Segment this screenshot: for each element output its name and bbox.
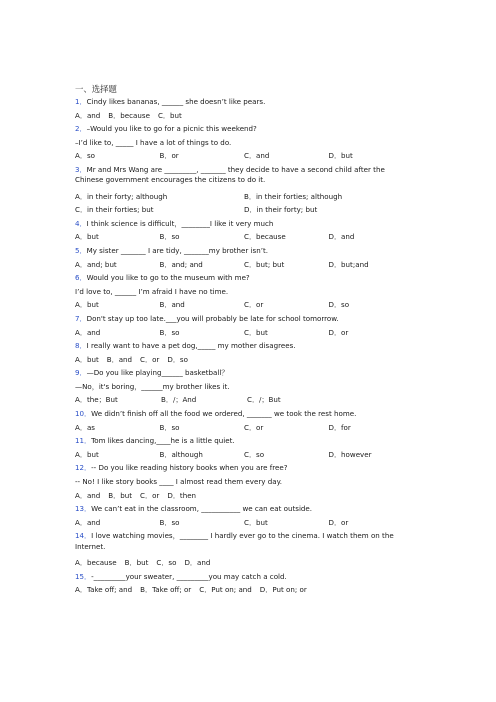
question-15 [75,572,413,599]
question-13 [75,504,413,531]
answer-option[interactable]: D．and [184,558,211,567]
question-7 [75,314,413,341]
answer-option[interactable]: A．and [75,490,101,500]
question-dialogue-line: —No，it's boring，______my brother likes it. [75,381,230,391]
answer-option[interactable]: B．so [159,517,180,527]
section-title: 一、选择题 [75,84,117,94]
answer-option[interactable]: C．but; but [244,259,285,269]
answer-option[interactable]: B．so [159,327,180,337]
answer-option[interactable]: A．because [75,558,117,567]
answer-option[interactable]: D．and [328,232,355,242]
answer-option[interactable]: D．for [328,422,351,432]
options-row [75,558,413,572]
answer-option[interactable]: A．and [75,517,101,527]
answer-option[interactable]: A．but [75,449,99,459]
question-stem [75,436,413,450]
answer-option[interactable]: B．Take off; or [140,585,192,595]
options-row [75,232,413,246]
question-text: Would you like to go to the museum with me? [86,273,250,283]
answer-option[interactable]: C．and [244,151,270,161]
question-number: 9． [75,368,87,378]
question-1 [75,97,413,124]
answer-option[interactable]: C．or [244,422,264,432]
question-stem [75,463,413,477]
answer-option[interactable]: A．but [75,300,99,310]
question-stem [75,504,413,518]
question-2 [75,124,413,165]
answer-option[interactable]: B．so [159,232,180,242]
question-stem [75,165,413,192]
answer-option[interactable]: C．but [157,110,182,120]
options-row [75,491,413,505]
answer-option[interactable]: D．then [167,490,197,500]
options-row [75,518,413,532]
question-number: 13． [75,504,92,514]
question-stem [75,531,413,558]
question-number: 11． [75,436,92,446]
options-row [75,111,413,125]
answer-option[interactable]: C．but [244,517,268,527]
question-number: 3． [75,164,87,174]
question-9 [75,368,413,409]
questions-container [75,97,413,599]
question-stem [75,97,413,111]
answer-option[interactable]: A．and; but [75,259,117,269]
options-row [75,260,413,274]
question-text: I really want to have a pet dog,_____ my mother disagrees. [86,341,296,351]
question-5 [75,246,413,273]
options-row [75,450,413,464]
options-row [75,205,413,219]
question-4 [75,219,413,246]
answer-option[interactable]: B．and; and [159,259,203,269]
answer-option[interactable]: C．so [156,558,177,567]
answer-option[interactable]: B．but [124,558,149,567]
question-stem [75,124,413,138]
answer-option[interactable]: D．but;and [328,259,369,269]
question-dialogue-line: I’d love to, ______ I’m afraid I have no time. [75,286,229,296]
answer-option[interactable]: B．or [159,151,179,161]
question-stem [75,246,413,260]
question-8 [75,341,413,368]
question-text: Mr and Mrs Wang are _________, _______ they decide to have a second child after the Chinese government encourages the citizens to do it. [75,164,385,185]
question-text: We can’t eat in the classroom, ___________ we can eat outside. [91,504,313,514]
question-12 [75,463,413,504]
answer-option[interactable]: B．although [159,449,203,459]
question-11 [75,436,413,463]
answer-option[interactable]: A．but [75,354,99,364]
question-stem [75,341,413,355]
question-text: -- Do you like reading history books when you are free? [91,463,288,473]
answer-option[interactable]: A．and [75,327,101,337]
answer-option[interactable]: B．because [108,110,150,120]
answer-option[interactable]: A．and [75,110,101,120]
question-number: 1． [75,97,87,106]
question-number: 14． [75,531,92,541]
question-stem [75,572,413,586]
question-text: –Would you like to go for a picnic this weekend? [86,124,257,134]
question-14 [75,531,413,571]
question-list [75,84,413,599]
question-stem [75,314,413,328]
options-row [75,328,413,342]
answer-option[interactable]: A．but [75,232,99,242]
question-text: I love watching movies，________ I hardly ever go to the cinema. I watch them on the Internet. [75,531,394,551]
answer-option[interactable]: C．or [140,354,160,364]
question-text: -_________your sweater, _________you may catch a cold. [91,571,287,581]
answer-option[interactable]: C．or [244,300,264,310]
answer-option[interactable]: D．or [328,327,349,337]
answer-option[interactable]: D．so [328,300,350,310]
answer-option[interactable]: C．/；But [247,395,281,405]
question-10 [75,409,413,436]
answer-option[interactable]: B．so [159,422,180,432]
answer-option[interactable]: C．or [140,490,160,500]
answer-option[interactable]: C．Put on; and [199,585,252,595]
answer-option[interactable]: B．in their forties; although [244,191,343,201]
question-stem [75,368,413,382]
answer-option[interactable]: A．in their forty; although [75,191,168,201]
options-row [75,192,413,206]
options-row [75,423,413,437]
question-stem [75,273,413,287]
answer-option[interactable]: A．Take off; and [75,585,133,595]
question-6 [75,273,413,314]
question-text: Don't stay up too late.___you will probably be late for school tomorrow. [86,313,339,323]
answer-option[interactable]: A．the；But [75,395,118,405]
answer-option[interactable]: D．in their forty; but [244,205,318,215]
options-row [75,151,413,165]
options-row [75,395,413,409]
answer-option[interactable]: B．/；And [161,395,197,405]
answer-option[interactable]: B．and [106,354,133,364]
answer-option[interactable]: C．in their forties; but [75,205,154,215]
question-text: My sister _______ I are tidy, _______my brother isn’t. [86,245,269,255]
answer-option[interactable]: C．so [244,449,265,459]
question-text: Tom likes dancing,____he is a little quiet. [91,436,235,446]
question-stem [75,409,413,423]
answer-option[interactable]: A．as [75,422,95,432]
question-text: Cindy likes bananas, ______ she doesn’t like pears. [86,97,266,106]
question-number: 7． [75,313,87,323]
answer-option[interactable]: D．or [328,517,349,527]
question-dialogue-line: -- No! I like story books ____ I almost read them every day. [75,477,283,487]
question-number: 15． [75,571,92,581]
options-row [75,300,413,314]
question-text: I think science is difficult，________I like it very much [86,218,274,228]
question-number: 12． [75,463,92,473]
answer-option[interactable]: B．and [159,300,185,310]
answer-option[interactable]: D．but [328,151,353,161]
question-3 [75,165,413,219]
answer-option[interactable]: D．so [167,354,188,364]
answer-option[interactable]: A．so [75,151,95,161]
question-number: 6． [75,273,87,283]
options-row [75,585,413,599]
question-text: —Do you like playing______ basketball？ [86,368,229,378]
question-dialogue-line: –I’d like to, _____ I have a lot of things to do. [75,137,232,147]
question-number: 8． [75,341,87,351]
question-stem [75,219,413,233]
answer-option[interactable]: D．Put on; or [259,585,307,595]
options-row [75,355,413,369]
question-text: We didn’t finish off all the food we ordered, _______ we took the rest home. [91,409,357,419]
question-number: 4． [75,218,87,228]
question-number: 10． [75,409,92,419]
answer-option[interactable]: B．but [108,490,133,500]
answer-option[interactable]: D．however [328,449,372,459]
question-number: 2． [75,124,87,134]
answer-option[interactable]: C．but [244,327,268,337]
answer-option[interactable]: C．because [244,232,286,242]
question-number: 5． [75,245,87,255]
